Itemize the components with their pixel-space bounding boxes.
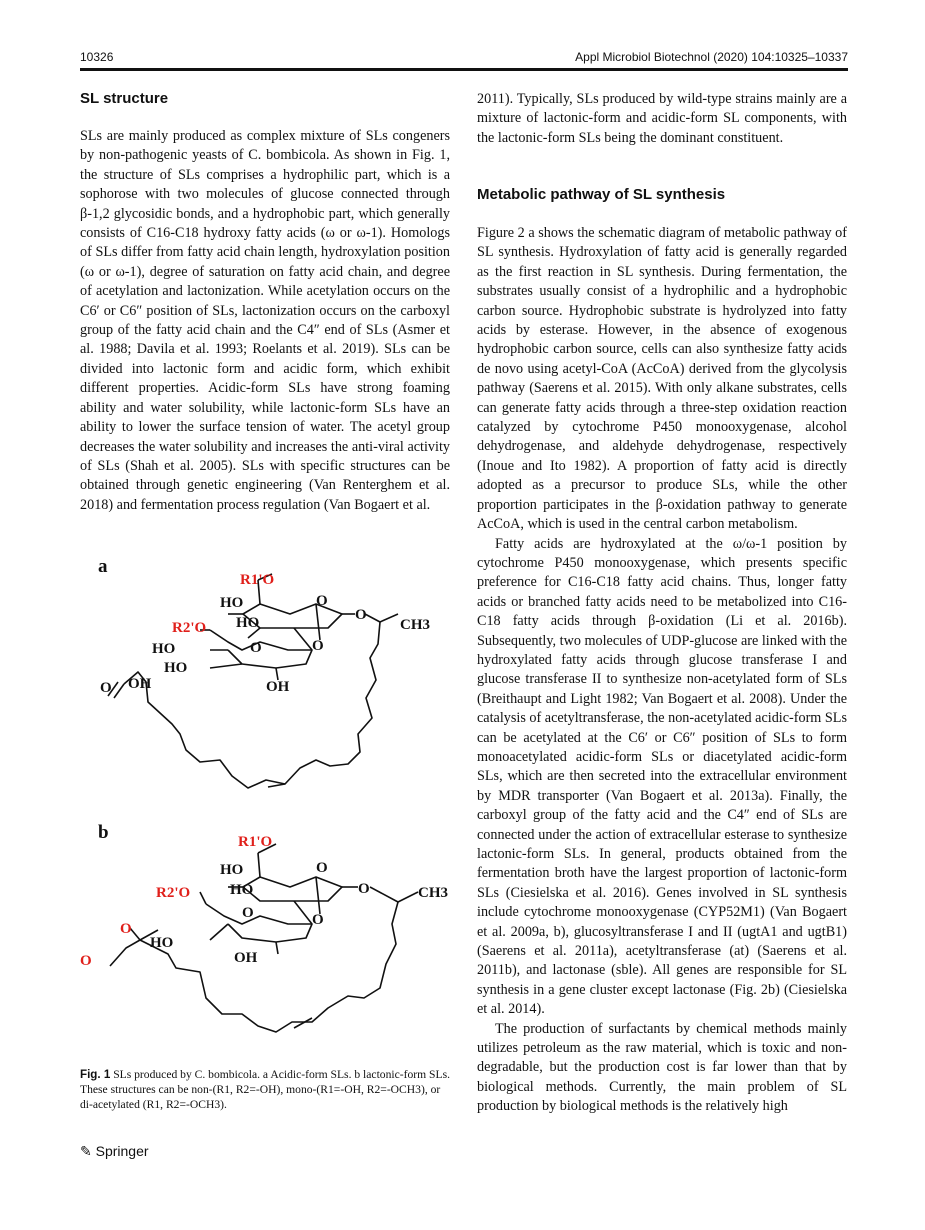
r2o-label-b: R2'O (156, 885, 191, 901)
r1o-label-a: R1'O (240, 572, 275, 588)
panel-b-label: b (98, 822, 109, 843)
ho-label: HO (164, 660, 188, 676)
oh-label: OH (266, 679, 290, 695)
paragraph: The production of surfactants by chemical methods mainly utilizes petroleum as the raw material, which is toxic and non-degradable, but the production cost is far lower than that by biological methods. Currently, the main problem of SL production by biological methods is the relatively high (477, 1020, 847, 1115)
glycosidic-o-label: O (355, 607, 367, 623)
caption-text: SLs produced by C. bombicola. a Acidic-form SLs. b lactonic-form SLs. These structures can be non-(R1, R2=-OH), mono-(R1=-OH, R2=-OCH3), or di-acetylated (R1, R2=-OCH3). (80, 1068, 450, 1111)
ho-label: HO (152, 641, 176, 657)
right-column-text (477, 224, 847, 1117)
ch3-label: CH3 (400, 617, 430, 633)
ring-o-label: O (312, 912, 324, 928)
journal-header: Appl Microbiol Biotechnol (2020) 104:10325–10337 (575, 50, 848, 64)
carboxyl-o-label: O (100, 680, 112, 696)
oh-label: OH (234, 950, 258, 966)
ho-label: HO (230, 882, 254, 898)
ch3-label: CH3 (418, 885, 448, 901)
ho-label: HO (220, 862, 244, 878)
publisher-footer (80, 1143, 149, 1160)
ring-o-label: O (316, 860, 328, 876)
carboxyl-oh-label: OH (128, 676, 152, 692)
paragraph: SLs are mainly produced as complex mixture of SLs congeners by non-pathogenic yeasts of C. bombicola. As shown in Fig. 1, the structure of SLs comprises a hydrophilic part, which is a sophorose with two molecules of glucose connected through β-1,2 glycosidic bonds, and a hydrophobic part, which generally consists of C16-C18 hydroxy fatty acids (ω or ω-1). Homologs of SLs differ from fatty acid chain length, hydroxylation position (ω or ω-1), degree of saturation on fatty acid chain, and degree of acetylation and lactonization. While acetylation occurs on the C6′ or C6″ position of SLs, lactonization occurs on the carboxyl group of the fatty acid chain and the C4″ end of SLs (Asmer et al. 1988; Davila et al. 1993; Roelants et al. 2019). SLs can be divided into lactonic form and acidic form, which exhibit different properties. Acidic-form SLs have strong foaming ability and water solubility, while lactonic-form SLs have an ability to lower the surface tension of water. The acetyl group decreases the water solubility and increases the anti-viral activity of SLs (Shah et al. 2005). SLs with specific structures can be obtained through genetic engineering (Van Renterghem et al. 2018) and fermentation process regulation (Van Bogaert et al. (80, 128, 450, 513)
left-column-text (80, 127, 450, 515)
caption-label: Fig. 1 (80, 1068, 111, 1081)
r2o-label-a: R2'O (172, 620, 207, 636)
lactone-o-label: O (120, 921, 132, 937)
section-heading-sl-structure: SL structure (80, 90, 169, 107)
paragraph: Fatty acids are hydroxylated at the ω/ω-1 position by cytochrome P450 monooxygenase, which presents specific preference for C16-C18 fatty acid chains. Thus, longer fatty acids or branched fatty acids need to be metabolized into C16-C18 fatty acids through β-oxidation (Li et al. 2016b). Subsequently, two molecules of UDP-glucose are linked with the hydroxylated fatty acids through glucose transferase I and glucose transferase II to synthesize non-acetylated form of SLs (Breithaupt and Light 1982; Van Bogaert et al. 2008). Under the catalysis of acetyltransferase, the non-acetylated acidic-form SLs can be acetylated at the C6′ or C6″ position of SLs to form monoacetylated acidic-form SLs or diacetylated acidic-form SLs, which are then secreted into the extracellular environment by MDR transporter (Van Bogaert et al. 2013a). Finally, the carboxyl group of the fatty acid and the C4″ end of SLs are connected under the action of extracellular esterase to synthesize lactonic-form SLs. In general, products obtained from the fermentation broth have the largest proportion of lactonic-form SLs (Ciesielska et al. 2016). Genes involved in SL synthesis include cytochrome monooxygenase (CYP52M1) (Van Bogaert et al. 2009a, b), glucosyltransferase I and II (ugtA1 and ugtB1) (Saerens et al. 2011a), acetyltransferase (at) (Saerens et al. 2011b), and lactonase (sble). All genes are responsible for SL synthesis in a gene cluster except lactonase (Fig. 2b) (Ciesielska et al. 2014). (477, 535, 847, 1018)
page-number: 10326 (80, 50, 114, 64)
ring-o-label: O (316, 593, 328, 609)
ring-o-label: O (312, 638, 324, 654)
figure-1-caption (80, 1067, 450, 1112)
panel-a-label: a (98, 556, 108, 577)
ring-o-label: O (250, 640, 262, 656)
right-column-text-top (477, 90, 847, 148)
ho-label: HO (150, 935, 174, 951)
header-rule (80, 68, 848, 71)
r1o-label-b: R1'O (238, 834, 273, 850)
publisher-name: Springer (95, 1143, 149, 1159)
springer-icon: ✎ (80, 1143, 92, 1159)
carbonyl-o-label: O (80, 953, 92, 969)
ho-label: HO (236, 615, 260, 631)
ring-o-label: O (242, 905, 254, 921)
paragraph: 2011). Typically, SLs produced by wild-type strains mainly are a mixture of lactonic-form and acidic-form SL components, with the lactonic-form SLs being the dominant constituent. (477, 91, 847, 146)
figure-1-structures (80, 552, 460, 1057)
glycosidic-o-label: O (358, 881, 370, 897)
ho-label: HO (220, 595, 244, 611)
paragraph: Figure 2 a shows the schematic diagram of metabolic pathway of SL synthesis. Hydroxylation of fatty acid is generally regarded as the first reaction in SL synthesis. During fermentation, the substrates usually consist of a hydrophilic and a hydrophobic carbon source. Hydrophobic substrate is hydrolyzed into fatty acids by esterase. However, in the absence of exogenous hydrophobic carbon source, cells can also synthesize fatty acids de novo using acetyl-CoA (AcCoA) derived from the glycolysis pathway (Saerens et al. 2015). With only alkane substrates, cells can generate fatty acids through a three-step oxidation reaction catalyzed by cytochrome P450 monooxygenase, alcohol dehydrogenase, and aldehyde dehydrogenase, respectively (Inoue and Ito 1982). A proportion of fatty acid is directly adopted as a precursor to produce SLs, while the other proportion participates in the β-oxidation pathway to generate AcCoA, which is used in the central carbon metabolism. (477, 225, 847, 533)
section-heading-metabolic-pathway: Metabolic pathway of SL synthesis (477, 186, 726, 203)
